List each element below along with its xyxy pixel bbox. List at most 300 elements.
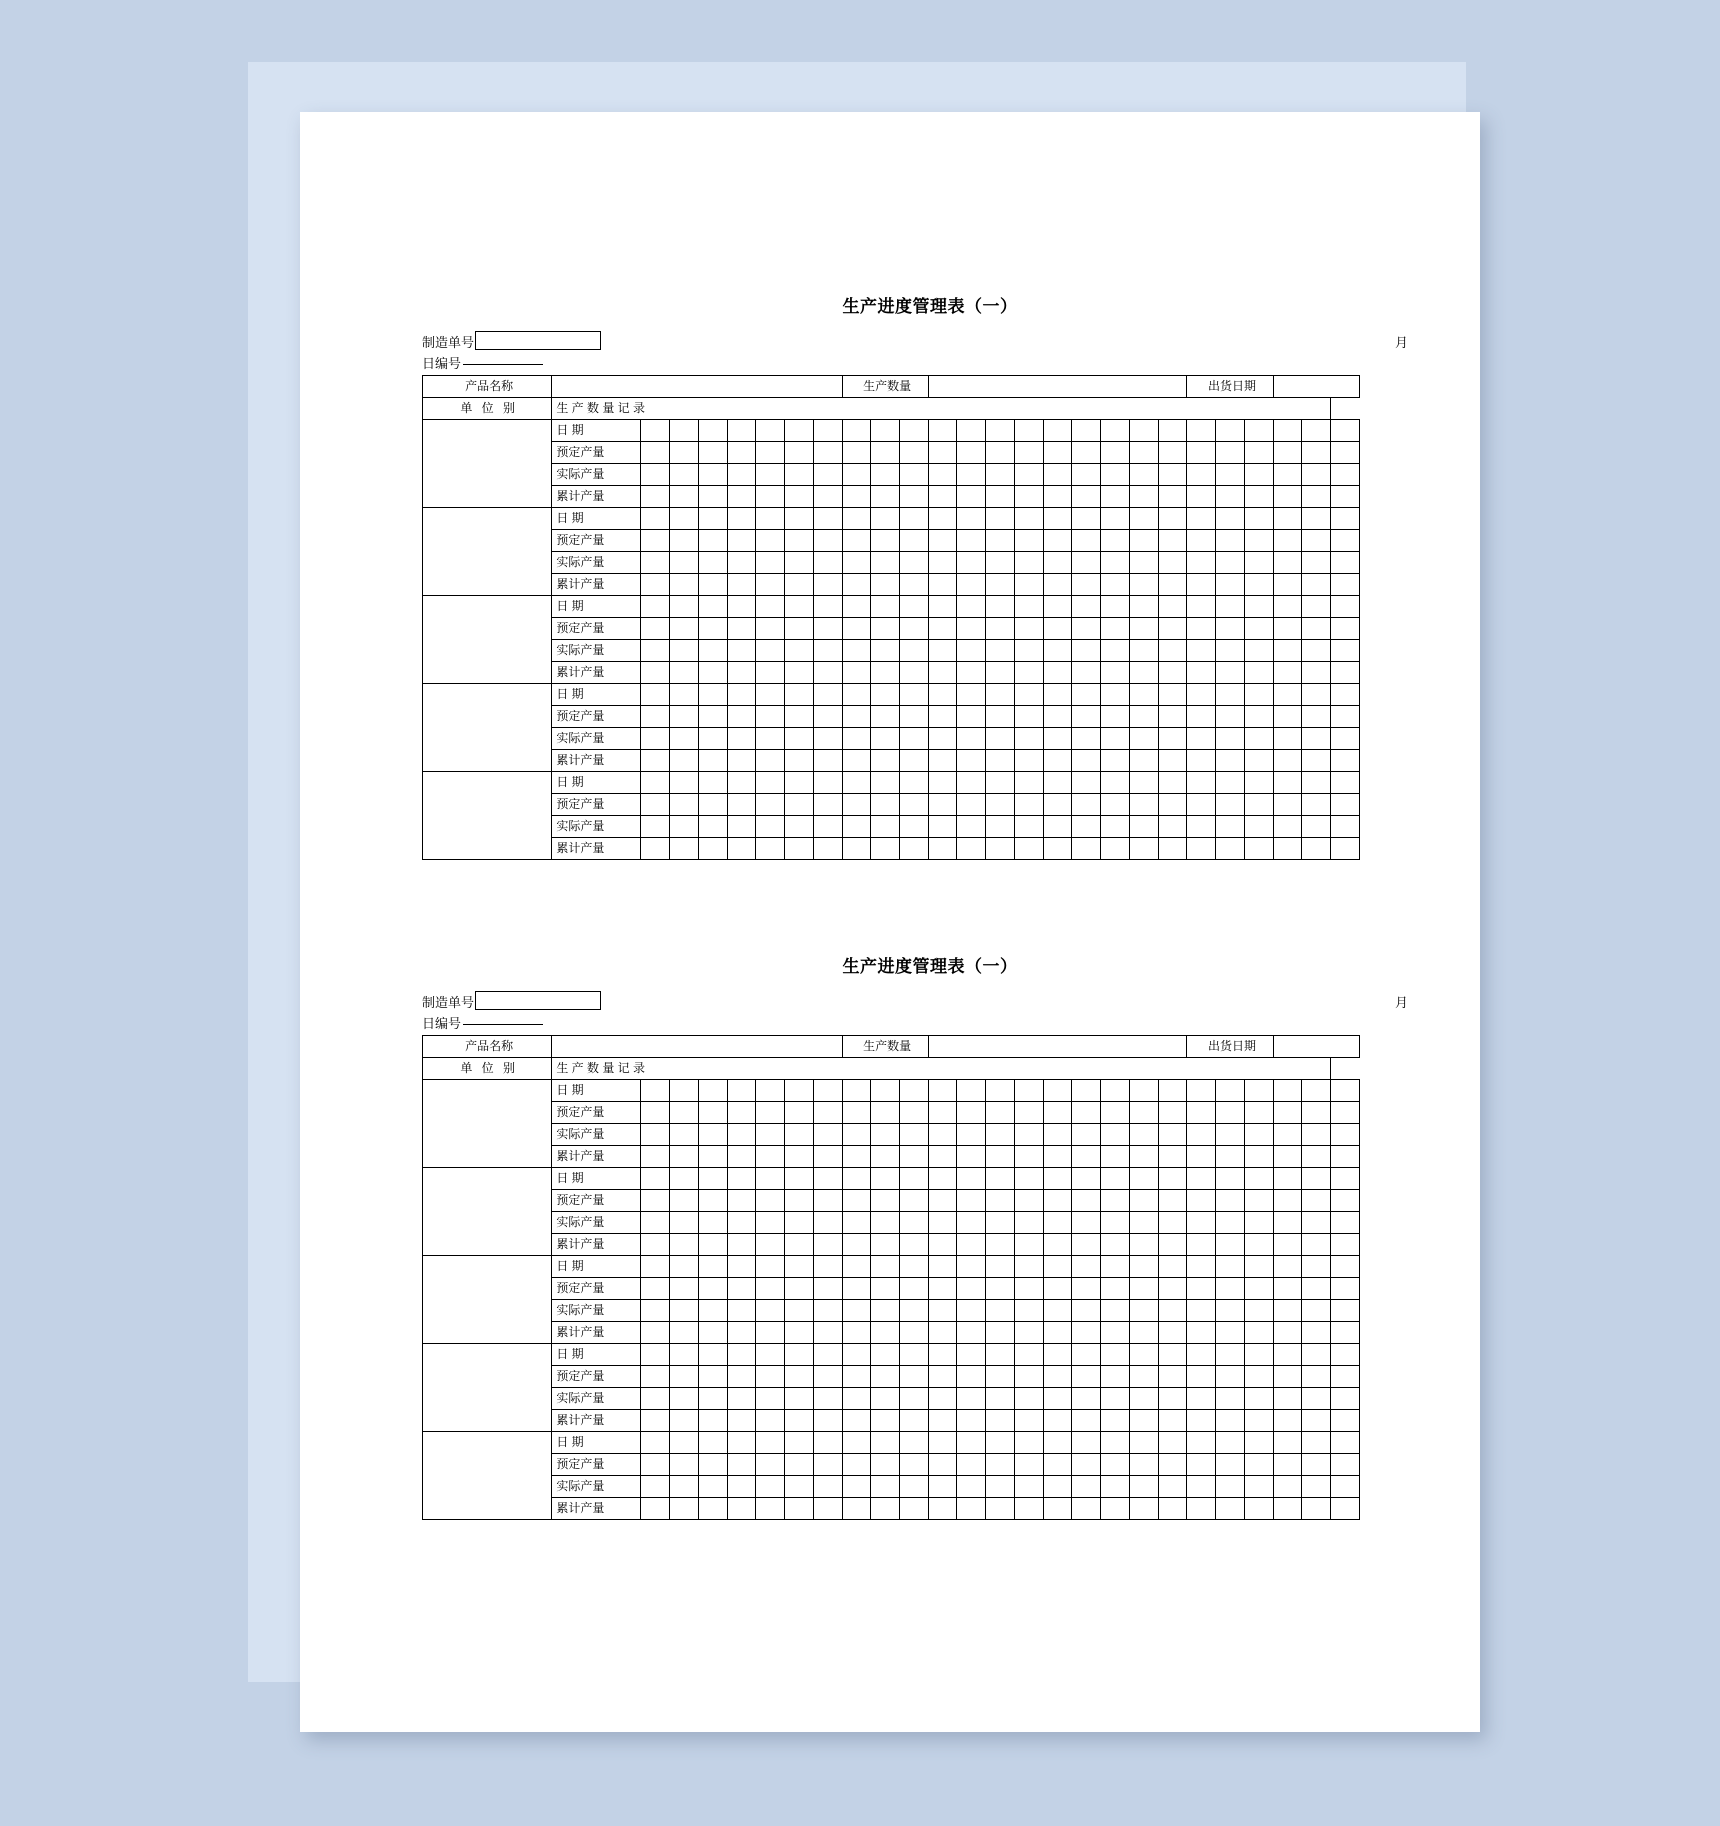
cell[interactable] [1187,1388,1216,1410]
cell[interactable] [756,1432,785,1454]
cell[interactable] [641,728,670,750]
cell[interactable] [842,640,871,662]
cell[interactable] [1273,1322,1302,1344]
cell[interactable] [1101,1344,1130,1366]
cell[interactable] [1043,1498,1072,1520]
cell[interactable] [1014,1388,1043,1410]
cell[interactable] [756,662,785,684]
cell[interactable] [813,1124,842,1146]
cell[interactable] [1043,442,1072,464]
cell[interactable] [928,1454,957,1476]
cell[interactable] [1216,1300,1245,1322]
cell[interactable] [871,728,900,750]
cell[interactable] [1244,1190,1273,1212]
cell[interactable] [986,838,1015,860]
cell[interactable] [1158,1498,1187,1520]
cell[interactable] [1187,640,1216,662]
cell[interactable] [1331,1168,1360,1190]
cell[interactable] [1072,1432,1101,1454]
cell[interactable] [1273,596,1302,618]
cell[interactable] [698,1256,727,1278]
cell[interactable] [813,816,842,838]
cell[interactable] [813,1476,842,1498]
cell[interactable] [698,1300,727,1322]
cell[interactable] [670,772,699,794]
cell[interactable] [813,1212,842,1234]
cell[interactable] [1187,442,1216,464]
cell[interactable] [1331,486,1360,508]
cell[interactable] [957,464,986,486]
cell[interactable] [871,508,900,530]
cell[interactable] [1302,838,1331,860]
cell[interactable] [1101,684,1130,706]
cell[interactable] [871,662,900,684]
unit-value-4[interactable] [423,772,552,860]
cell[interactable] [871,640,900,662]
cell[interactable] [1244,662,1273,684]
cell[interactable] [900,1366,929,1388]
cell[interactable] [900,728,929,750]
cell[interactable] [928,728,957,750]
cell[interactable] [1331,1190,1360,1212]
cell[interactable] [1072,1212,1101,1234]
cell[interactable] [785,420,814,442]
cell[interactable] [871,552,900,574]
cell[interactable] [641,1476,670,1498]
cell[interactable] [1216,530,1245,552]
cell[interactable] [900,1190,929,1212]
cell[interactable] [928,706,957,728]
cell[interactable] [670,1190,699,1212]
cell[interactable] [756,1146,785,1168]
cell[interactable] [1072,1124,1101,1146]
cell[interactable] [957,1124,986,1146]
cell[interactable] [1273,1102,1302,1124]
cell[interactable] [1129,420,1158,442]
cell[interactable] [928,1080,957,1102]
cell[interactable] [727,464,756,486]
cell[interactable] [1244,596,1273,618]
cell[interactable] [785,464,814,486]
cell[interactable] [1331,684,1360,706]
cell[interactable] [756,1234,785,1256]
cell[interactable] [1216,728,1245,750]
cell[interactable] [641,574,670,596]
cell[interactable] [727,1168,756,1190]
cell[interactable] [871,1322,900,1344]
cell[interactable] [1273,1212,1302,1234]
cell[interactable] [842,1476,871,1498]
cell[interactable] [1273,1432,1302,1454]
cell[interactable] [900,530,929,552]
cell[interactable] [1216,684,1245,706]
cell[interactable] [813,1344,842,1366]
cell[interactable] [842,1432,871,1454]
cell[interactable] [813,552,842,574]
cell[interactable] [756,464,785,486]
cell[interactable] [871,794,900,816]
cell[interactable] [641,838,670,860]
cell[interactable] [1302,530,1331,552]
cell[interactable] [756,1256,785,1278]
cell[interactable] [1273,1146,1302,1168]
cell[interactable] [756,530,785,552]
cell[interactable] [1158,706,1187,728]
cell[interactable] [1302,1344,1331,1366]
cell[interactable] [1158,1278,1187,1300]
product-name-value[interactable] [552,1036,842,1058]
cell[interactable] [641,1410,670,1432]
cell[interactable] [756,1124,785,1146]
cell[interactable] [900,1388,929,1410]
cell[interactable] [900,574,929,596]
cell[interactable] [1158,464,1187,486]
cell[interactable] [1331,1476,1360,1498]
cell[interactable] [957,662,986,684]
cell[interactable] [698,1146,727,1168]
cell[interactable] [698,706,727,728]
cell[interactable] [900,662,929,684]
cell[interactable] [1158,1476,1187,1498]
cell[interactable] [756,1388,785,1410]
cell[interactable] [813,1322,842,1344]
cell[interactable] [1216,1168,1245,1190]
cell[interactable] [698,1102,727,1124]
cell[interactable] [1101,1102,1130,1124]
cell[interactable] [1273,1498,1302,1520]
cell[interactable] [871,1454,900,1476]
cell[interactable] [1187,794,1216,816]
cell[interactable] [900,464,929,486]
cell[interactable] [1158,1124,1187,1146]
cell[interactable] [1216,486,1245,508]
cell[interactable] [928,1212,957,1234]
cell[interactable] [1216,618,1245,640]
cell[interactable] [1331,1080,1360,1102]
cell[interactable] [1187,684,1216,706]
cell[interactable] [928,1366,957,1388]
cell[interactable] [641,1388,670,1410]
cell[interactable] [900,508,929,530]
cell[interactable] [1273,1388,1302,1410]
cell[interactable] [1187,750,1216,772]
cell[interactable] [1129,794,1158,816]
cell[interactable] [1244,574,1273,596]
cell[interactable] [1101,1432,1130,1454]
cell[interactable] [1302,420,1331,442]
cell[interactable] [1014,1190,1043,1212]
cell[interactable] [1014,1432,1043,1454]
cell[interactable] [1072,618,1101,640]
cell[interactable] [1043,1432,1072,1454]
cell[interactable] [842,442,871,464]
cell[interactable] [1302,1256,1331,1278]
cell[interactable] [1014,728,1043,750]
cell[interactable] [1216,442,1245,464]
cell[interactable] [1072,728,1101,750]
cell[interactable] [1158,772,1187,794]
cell[interactable] [641,1366,670,1388]
cell[interactable] [1244,1080,1273,1102]
cell[interactable] [1043,1234,1072,1256]
cell[interactable] [1158,1322,1187,1344]
cell[interactable] [1072,420,1101,442]
cell[interactable] [1216,1234,1245,1256]
cell[interactable] [1158,1366,1187,1388]
cell[interactable] [1158,1344,1187,1366]
cell[interactable] [698,1344,727,1366]
order-no-input[interactable] [475,331,601,350]
cell[interactable] [1302,1190,1331,1212]
cell[interactable] [1072,508,1101,530]
cell[interactable] [871,1366,900,1388]
cell[interactable] [1129,530,1158,552]
cell[interactable] [698,442,727,464]
cell[interactable] [986,1476,1015,1498]
cell[interactable] [1331,1388,1360,1410]
cell[interactable] [727,1366,756,1388]
cell[interactable] [813,794,842,816]
cell[interactable] [900,1124,929,1146]
cell[interactable] [670,1366,699,1388]
cell[interactable] [1331,596,1360,618]
cell[interactable] [928,1190,957,1212]
cell[interactable] [1216,1190,1245,1212]
cell[interactable] [1216,706,1245,728]
cell[interactable] [957,1410,986,1432]
cell[interactable] [1187,772,1216,794]
cell[interactable] [1216,1454,1245,1476]
cell[interactable] [871,1234,900,1256]
cell[interactable] [986,508,1015,530]
cell[interactable] [670,1454,699,1476]
cell[interactable] [756,1168,785,1190]
cell[interactable] [900,794,929,816]
cell[interactable] [1216,596,1245,618]
cell[interactable] [727,1410,756,1432]
cell[interactable] [1187,1432,1216,1454]
cell[interactable] [986,1080,1015,1102]
cell[interactable] [756,486,785,508]
cell[interactable] [928,794,957,816]
cell[interactable] [1101,618,1130,640]
cell[interactable] [1043,1322,1072,1344]
cell[interactable] [1216,662,1245,684]
cell[interactable] [1187,662,1216,684]
cell[interactable] [670,1322,699,1344]
cell[interactable] [986,1278,1015,1300]
cell[interactable] [1244,442,1273,464]
cell[interactable] [871,1190,900,1212]
cell[interactable] [1244,728,1273,750]
cell[interactable] [1302,1278,1331,1300]
cell[interactable] [727,530,756,552]
cell[interactable] [727,794,756,816]
cell[interactable] [871,1212,900,1234]
cell[interactable] [842,838,871,860]
cell[interactable] [727,1102,756,1124]
cell[interactable] [1101,508,1130,530]
cell[interactable] [1129,772,1158,794]
cell[interactable] [1187,1168,1216,1190]
cell[interactable] [1331,1102,1360,1124]
cell[interactable] [900,684,929,706]
cell[interactable] [842,1190,871,1212]
cell[interactable] [641,1234,670,1256]
cell[interactable] [900,750,929,772]
cell[interactable] [641,1168,670,1190]
cell[interactable] [1273,838,1302,860]
cell[interactable] [1101,838,1130,860]
cell[interactable] [1101,728,1130,750]
cell[interactable] [1043,508,1072,530]
cell[interactable] [1072,1102,1101,1124]
cell[interactable] [1043,662,1072,684]
cell[interactable] [1014,530,1043,552]
cell[interactable] [871,596,900,618]
cell[interactable] [1302,706,1331,728]
cell[interactable] [727,684,756,706]
cell[interactable] [986,530,1015,552]
cell[interactable] [1043,1366,1072,1388]
cell[interactable] [670,750,699,772]
cell[interactable] [1244,772,1273,794]
cell[interactable] [756,794,785,816]
cell[interactable] [900,1256,929,1278]
cell[interactable] [1244,640,1273,662]
cell[interactable] [986,684,1015,706]
cell[interactable] [1101,1168,1130,1190]
cell[interactable] [1072,706,1101,728]
cell[interactable] [1129,1234,1158,1256]
cell[interactable] [670,838,699,860]
cell[interactable] [986,1190,1015,1212]
cell[interactable] [698,530,727,552]
cell[interactable] [670,508,699,530]
cell[interactable] [928,1476,957,1498]
cell[interactable] [641,684,670,706]
cell[interactable] [641,1102,670,1124]
cell[interactable] [1302,728,1331,750]
cell[interactable] [871,750,900,772]
cell[interactable] [1129,464,1158,486]
cell[interactable] [1244,1256,1273,1278]
cell[interactable] [842,728,871,750]
cell[interactable] [1273,772,1302,794]
cell[interactable] [1216,1344,1245,1366]
cell[interactable] [813,1410,842,1432]
cell[interactable] [785,442,814,464]
cell[interactable] [1129,750,1158,772]
cell[interactable] [670,684,699,706]
cell[interactable] [871,1432,900,1454]
cell[interactable] [1129,442,1158,464]
cell[interactable] [670,1102,699,1124]
cell[interactable] [727,1212,756,1234]
cell[interactable] [1302,1080,1331,1102]
cell[interactable] [1187,1454,1216,1476]
cell[interactable] [842,1234,871,1256]
cell[interactable] [957,794,986,816]
cell[interactable] [1216,1102,1245,1124]
cell[interactable] [928,1388,957,1410]
cell[interactable] [698,1212,727,1234]
cell[interactable] [842,816,871,838]
cell[interactable] [957,816,986,838]
cell[interactable] [670,1080,699,1102]
cell[interactable] [1158,420,1187,442]
unit-value-1[interactable] [423,1168,552,1256]
cell[interactable] [928,1300,957,1322]
cell[interactable] [785,1190,814,1212]
cell[interactable] [1072,1454,1101,1476]
cell[interactable] [1302,1212,1331,1234]
cell[interactable] [842,1454,871,1476]
cell[interactable] [1014,1146,1043,1168]
cell[interactable] [670,662,699,684]
cell[interactable] [1158,1102,1187,1124]
cell[interactable] [957,618,986,640]
cell[interactable] [727,772,756,794]
cell[interactable] [1331,1124,1360,1146]
cell[interactable] [813,1432,842,1454]
cell[interactable] [1129,728,1158,750]
cell[interactable] [986,1300,1015,1322]
ship-date-value[interactable] [1273,1036,1359,1058]
cell[interactable] [871,1498,900,1520]
cell[interactable] [641,486,670,508]
cell[interactable] [727,596,756,618]
cell[interactable] [1273,1300,1302,1322]
cell[interactable] [1216,1256,1245,1278]
cell[interactable] [1187,1410,1216,1432]
cell[interactable] [1043,706,1072,728]
cell[interactable] [842,574,871,596]
cell[interactable] [670,728,699,750]
cell[interactable] [1302,464,1331,486]
cell[interactable] [1043,794,1072,816]
cell[interactable] [1187,728,1216,750]
cell[interactable] [1331,1212,1360,1234]
cell[interactable] [670,1300,699,1322]
cell[interactable] [842,486,871,508]
cell[interactable] [1101,772,1130,794]
cell[interactable] [1072,838,1101,860]
cell[interactable] [641,420,670,442]
cell[interactable] [727,1344,756,1366]
cell[interactable] [842,750,871,772]
cell[interactable] [756,838,785,860]
cell[interactable] [756,574,785,596]
cell[interactable] [756,1300,785,1322]
cell[interactable] [957,508,986,530]
unit-value-0[interactable] [423,420,552,508]
cell[interactable] [727,1190,756,1212]
cell[interactable] [1014,1168,1043,1190]
cell[interactable] [1043,1410,1072,1432]
cell[interactable] [928,1344,957,1366]
cell[interactable] [813,1256,842,1278]
cell[interactable] [727,750,756,772]
cell[interactable] [871,618,900,640]
cell[interactable] [1072,640,1101,662]
cell[interactable] [756,1454,785,1476]
cell[interactable] [1216,1498,1245,1520]
cell[interactable] [900,1432,929,1454]
cell[interactable] [1014,1300,1043,1322]
cell[interactable] [957,1388,986,1410]
cell[interactable] [986,1146,1015,1168]
